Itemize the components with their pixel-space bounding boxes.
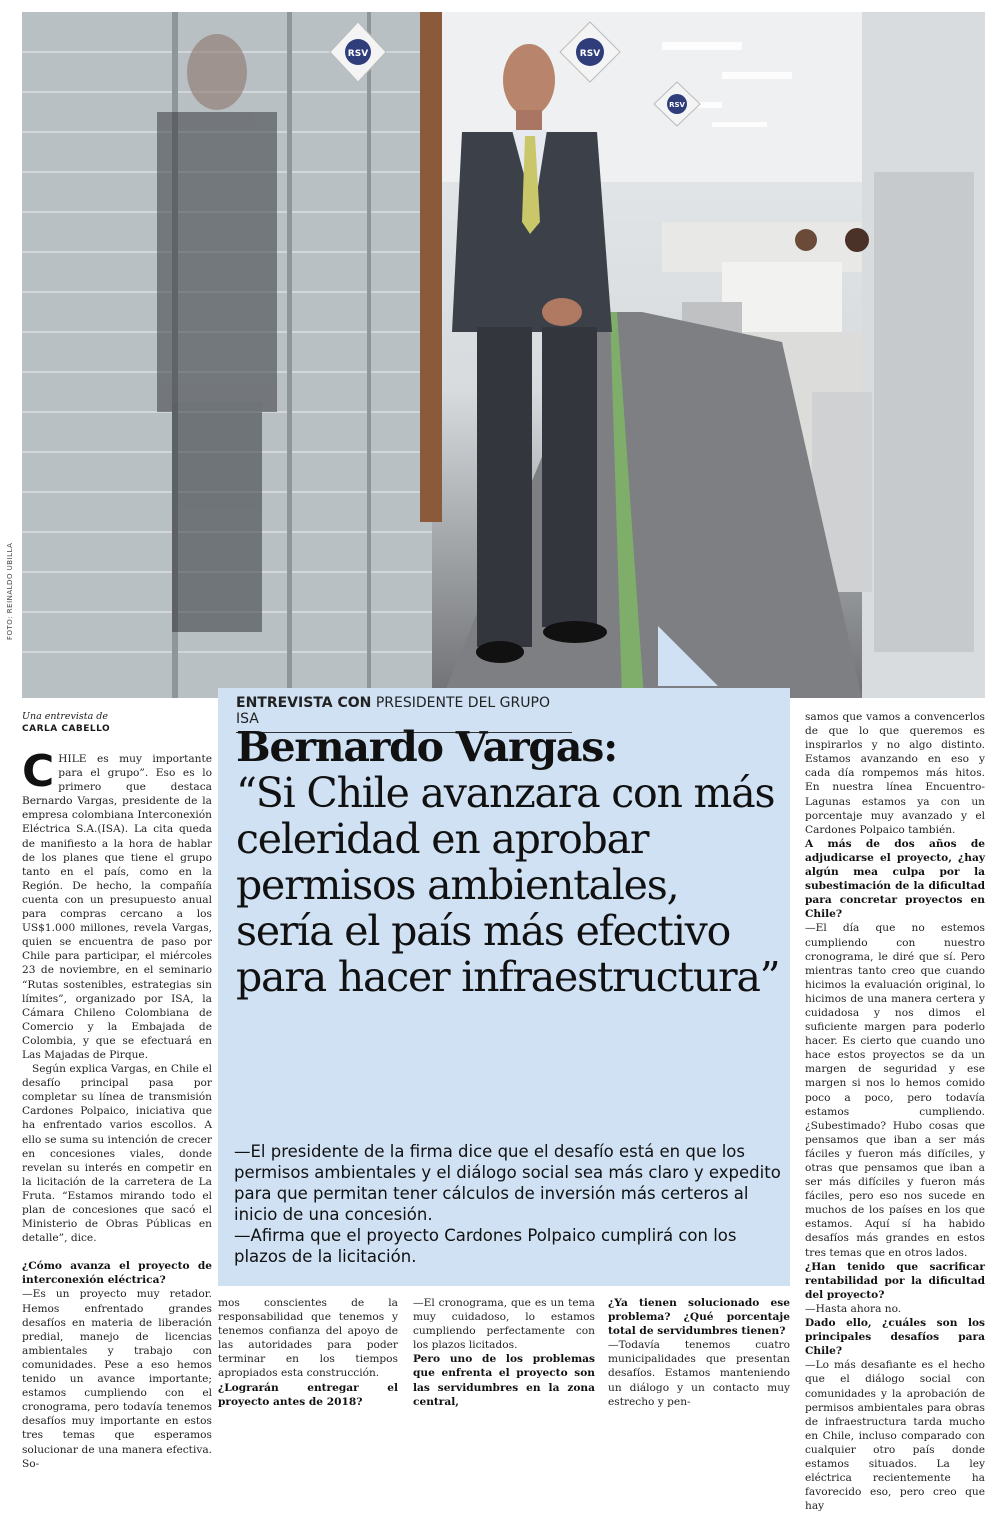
article-column-5 [805,710,985,1513]
interview-question: ¿Cómo avanza el proyecto de interconexión eléctrica? [22,1260,212,1287]
headline-quote: “Si Chile avanzara con más celeridad en aprobar permisos ambientales, sería el país más efectivo para hacer infraestructura” [236,769,780,1001]
article-photo [22,12,985,698]
man-in-suit [452,44,612,663]
interview-answer: —El día que no estemos cumpliendo con nuestro cronograma, le diré que sí. Pero mientras tanto creo que cuando hicimos la evaluación original, lo hicimos de una manera certera y cuidadosa y nos dimos el suficiente margen para poderlo hacer. Es cierto que cuando uno hace estos proyectos se da un margen de seguridad y ese margen si nos lo hemos comido poco a poco, pero todavía estamos cumpliendo. ¿Subestimado? Hubo cosas que pensamos que iban a ser más fáciles y fueron más difíciles, y otras que pensamos que iban a ser más difíciles y fueron más fáciles, pero eso nos sucede en muchos de los países en los que estamos. Aquí sí ha habido desafíos más grandes en estos tres temas que en otros lados. [805,922,985,1259]
article-column-4 [608,1296,790,1409]
photo-credit: FOTO: REINALDO UBILLA [6,542,14,640]
summary-deck: —El presidente de la firma dice que el desafío está en que los permisos ambientales y el diálogo social sea más claro y expedito para que permitan tener cálculos de inversión más certeros al inicio de una concesión. [234,1142,781,1224]
byline-label: Una entrevista de [22,711,109,722]
article-column-2 [218,1296,398,1409]
interview-answer: —El cronograma, que es un tema muy cuidadoso, lo estamos cumpliendo perfectamente con los plazos licitados. [413,1297,595,1352]
interview-answer: —Lo más desafiante es el hecho que el diálogo social con comunidades y la aprobación de permisos ambientales para obras de infraestructura tarda mucho en Chile, incluso comparado con cualquier otro país donde estamos situados. La ley eléctrica recientemente ha favorecido eso, pero creo que hay [805,1359,985,1513]
summary-deck: —Afirma que el proyecto Cardones Polpaico cumplirá con los plazos de la licitación. [234,1226,737,1266]
svg-text:RSV: RSV [347,49,369,59]
dropcap: C [22,746,55,797]
byline [22,710,212,736]
interview-answer: samos que vamos a convencerlos de que lo que queremos es inspirarlos y no algo distinto. Estamos avanzando en eso y cada día rompemos más hitos. En nuestra línea Encuentro-Lagunas estamos ya con un porcentaje muy avanzado y el Cardones Polpaico también. [805,711,985,836]
headline-name: Bernardo Vargas: [236,723,618,771]
svg-text:RSV: RSV [669,101,685,109]
office-photo-illustration [22,12,985,698]
byline-author: CARLA CABELLO [22,724,111,734]
interview-answer: mos conscientes de la responsabilidad que tenemos y tenemos confianza del apoyo de las autoridades para poder terminar en los tiempos apropiados esta construcción. [218,1297,398,1380]
interview-question: ¿Lograrán entregar el proyecto antes de 2018? [218,1381,398,1408]
kicker-title: PRESIDENTE DEL GRUPO ISA [236,695,550,727]
interview-question: ¿Ya tienen solucionado ese problema? ¿Qué porcentaje total de servidumbres tienen? [608,1297,790,1338]
interview-question: A más de dos años de adjudicarse el proyecto, ¿hay algún mea culpa por la subestimación de la dificultad para concretar proyectos en Chile? [805,837,985,921]
interview-answer: —Hasta ahora no. [805,1302,902,1315]
body-paragraph: HILE es muy importante para el grupo”. Eso es lo primero que destaca Bernardo Vargas, presidente de la empresa colombiana Interconexión Eléctrica S.A.(ISA). La cita queda de manifiesto a la hora de hablar de los planes que tiene el grupo tanto en el país, como en la Región. De hecho, la compañía cuenta con un presupuesto anual para compras cercano a los US$1.000 millones, revela Vargas, quien se encuentra de paso por Chile para participar, el miércoles 23 de noviembre, en el seminario “Rutas sostenibles, estrategias sin límites”, organizado por ISA, la Cámara Chileno Colombiana de Comercio y la Embajada de Colombia, y que se efectuará en Las Majadas de Pirque. [22,753,212,1061]
interview-question: Dado ello, ¿cuáles son los principales desafíos para Chile? [805,1317,985,1358]
body-paragraph: Según explica Vargas, en Chile el desafío principal pasa por completar su línea de transmisión Cardones Polpaico, iniciativa que ha enfrentado varios escollos. A ello se suma su intención de crecer en concesiones viales, donde revelan su interés en competir en la licitación de la carretera de La Fruta. “Estamos mirando todo el plan de concesiones que sacó el Ministerio de Obras Públicas en detalle”, dice. [22,1063,212,1245]
speech-bubble-tail [658,626,718,686]
interview-question: Pero uno de los problemas que enfrenta el proyecto son las servidumbres en la zona central, [413,1353,595,1408]
article-column-1 [22,746,212,1471]
interview-answer: —Todavía tenemos cuatro municipalidades que presentan desafíos. Estamos manteniendo un diálogo y un contacto muy estrecho y pen- [608,1339,790,1408]
summary-decks [234,1141,782,1267]
kicker-prefix: ENTREVISTA CON [236,695,372,711]
svg-text:RSV: RSV [579,49,601,59]
headline [236,724,784,1000]
article-column-3 [413,1296,595,1409]
interview-answer: —Es un proyecto muy retador. Hemos enfrentado grandes desafíos en materia de liberación predial, manejo de licencias ambientales y trabajo con comunidades. Pese a eso hemos tenido un avance importante; estamos cumpliendo con el cronograma, pero todavía tenemos desafíos muy importante en estos tres temas que esperamos solucionar de una manera efectiva. So- [22,1288,212,1470]
interview-question: ¿Han tenido que sacrificar rentabilidad por la dificultad del proyecto? [805,1260,985,1301]
